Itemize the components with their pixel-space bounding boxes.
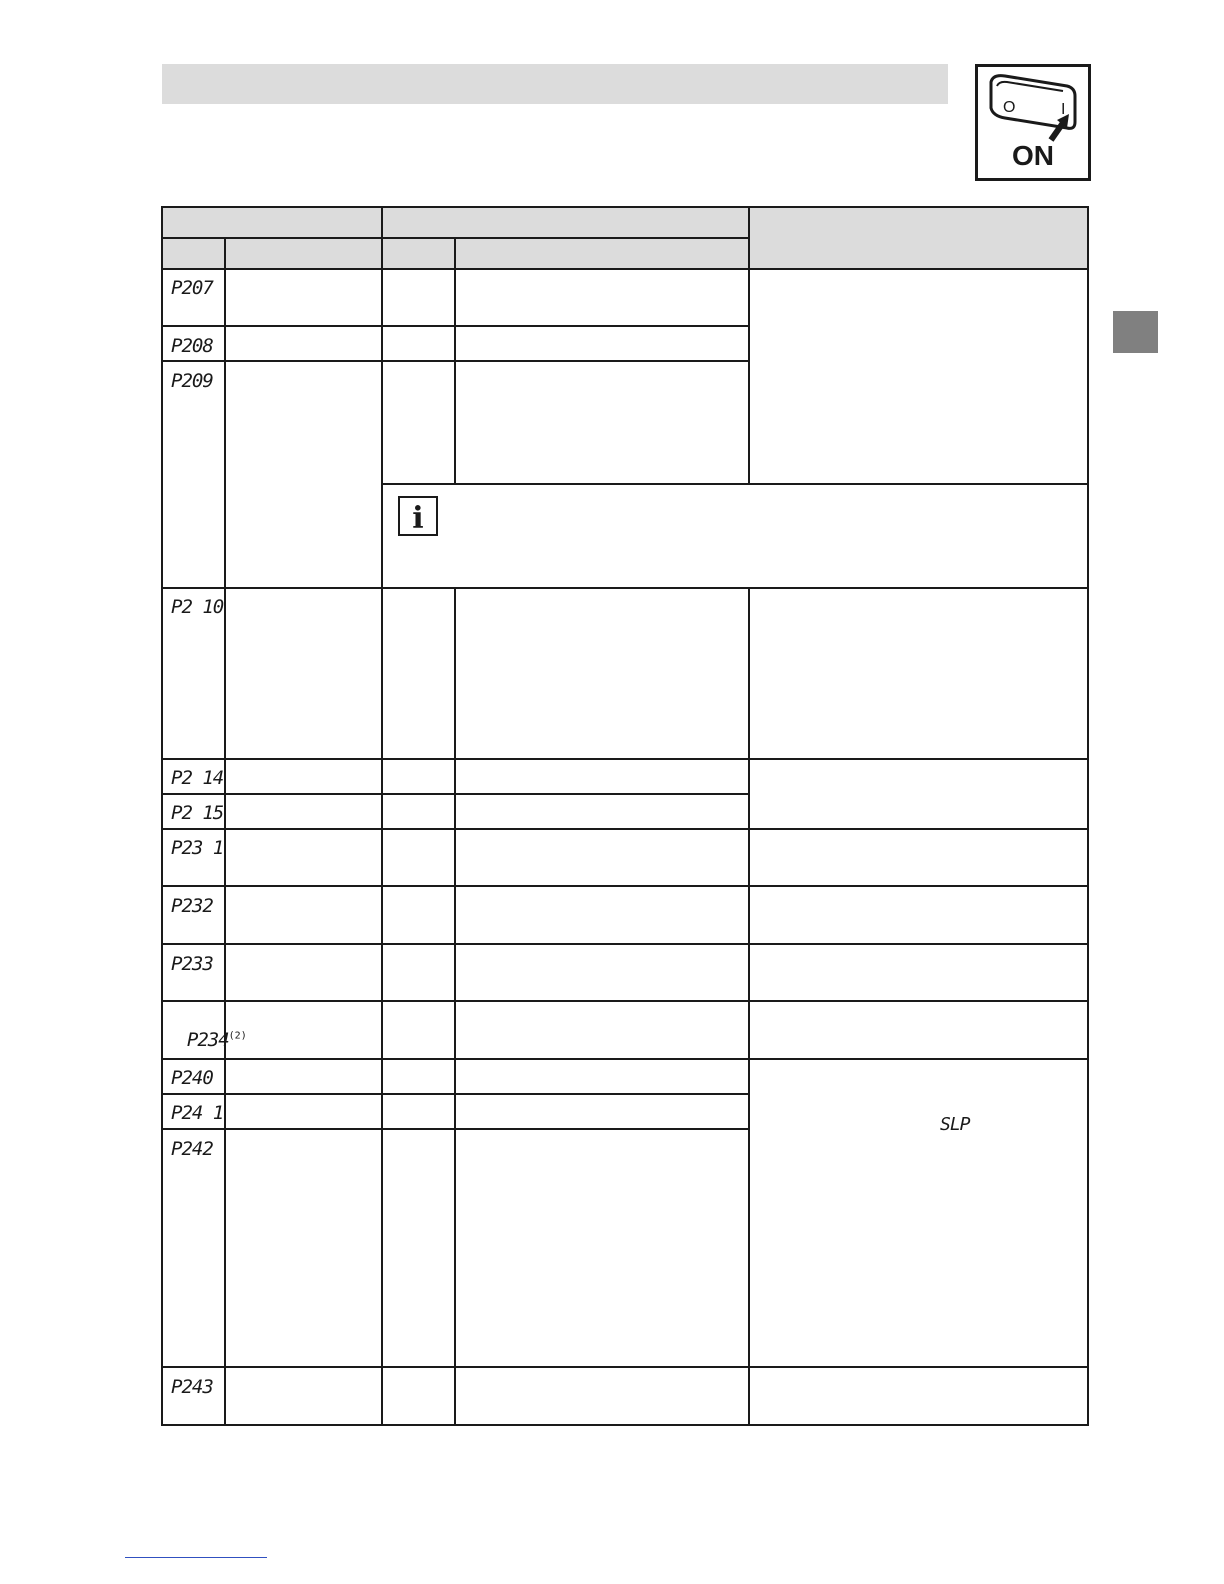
- param-code-p233: P233: [171, 953, 213, 975]
- param-code-p207: P207: [171, 277, 213, 299]
- param-code-p243: P243: [171, 1376, 213, 1398]
- param-code-text: P234: [186, 1029, 229, 1051]
- param-code-p234: [166, 1012, 247, 1050]
- param-code-p242: P242: [171, 1138, 213, 1160]
- slp-display-code: SLP: [940, 1114, 970, 1135]
- footer-link-underline[interactable]: [125, 1557, 267, 1558]
- param-code-p209: P209: [171, 370, 213, 392]
- param-code-p240: P240: [171, 1067, 213, 1089]
- param-code-p215: P2 15: [171, 802, 224, 824]
- svg-text:i: i: [412, 501, 424, 536]
- footnote-marker: (2): [228, 1030, 247, 1042]
- param-code-p241: P24 1: [171, 1102, 224, 1124]
- svg-text:O: O: [1003, 99, 1016, 116]
- param-code-p232: P232: [171, 895, 213, 917]
- param-code-p210: P2 10: [171, 596, 224, 618]
- param-code-p214: P2 14: [171, 767, 224, 789]
- info-icon: [398, 496, 438, 536]
- param-code-p231: P23 1: [171, 837, 224, 859]
- svg-text:I: I: [1061, 101, 1066, 118]
- param-code-p208: P208: [171, 335, 213, 357]
- svg-text:ON: ON: [1012, 140, 1054, 171]
